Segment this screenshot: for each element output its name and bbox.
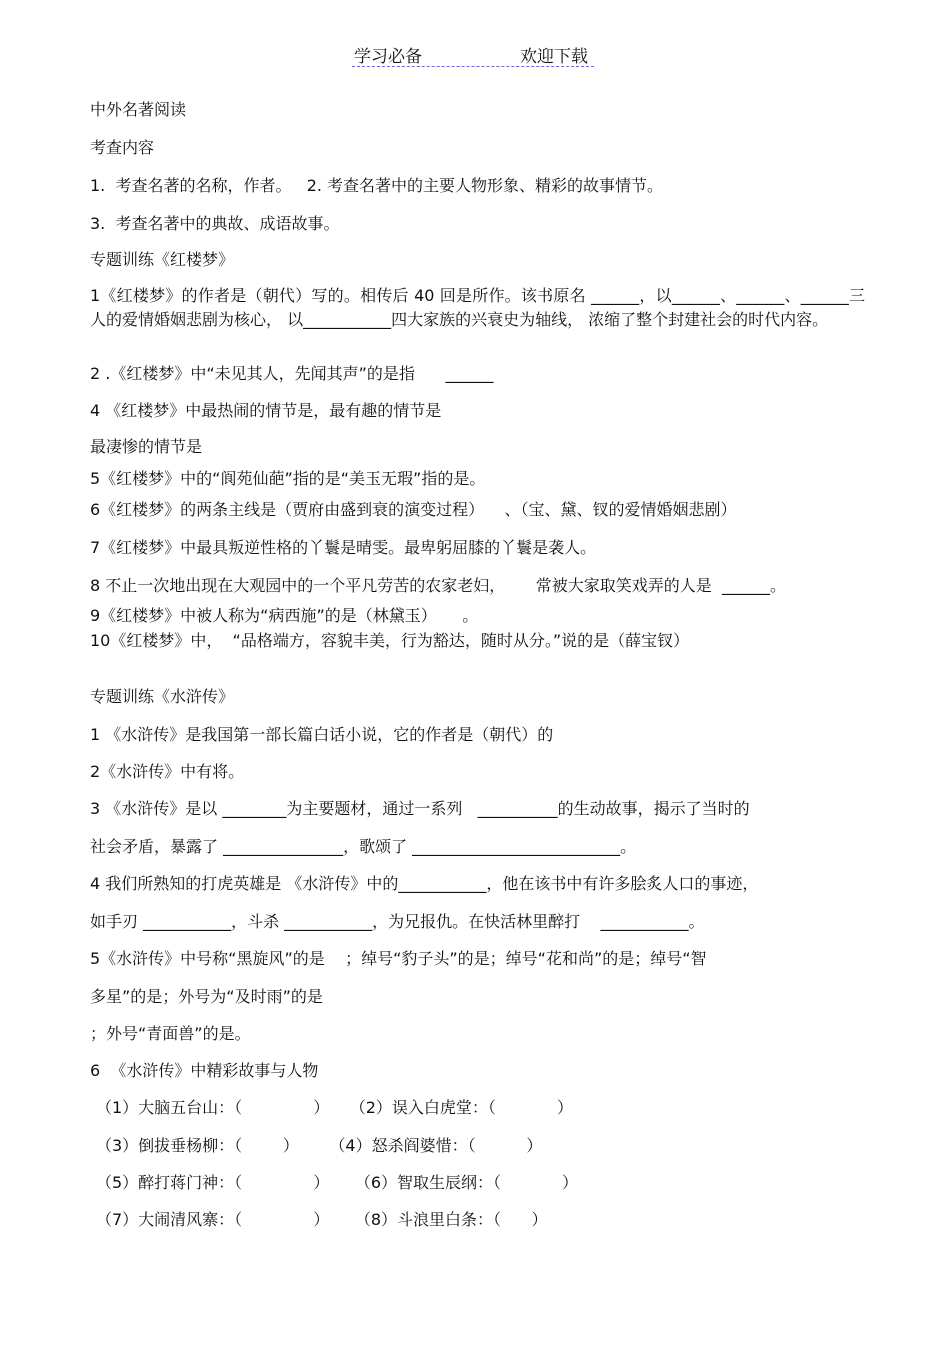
shz-story-row-2: （3）倒拔垂杨柳：（ ） （4）怒杀阎婆惜：（ ） bbox=[96, 1136, 543, 1155]
hlm-question-7: 7《红楼梦》中最具叛逆性格的丫鬟是晴雯。最卑躬屈膝的丫鬟是袭人。 bbox=[90, 538, 597, 557]
shz-question-3-cont: 社会矛盾，暴露了 _______________，歌颂了 __________________________。 bbox=[90, 837, 637, 856]
shz-question-2: 2《水浒传》中有将。 bbox=[90, 762, 245, 781]
section-heading-hongloumeng: 专题训练《红楼梦》 bbox=[90, 250, 235, 269]
page-header bbox=[352, 40, 594, 67]
hlm-question-5: 5《红楼梦》中的“阆苑仙葩”指的是“美玉无瑕”指的是。 bbox=[90, 469, 486, 488]
hlm-question-10: 10《红楼梦》中， “品格端方，容貌丰美，行为豁达，随时从分。”说的是（薛宝钗） bbox=[90, 631, 690, 650]
shz-question-4-cont: 如手刃 ___________，斗杀 ___________，为兄报仇。在快活林里醉打 ___________。 bbox=[90, 912, 705, 931]
exam-content-line-1: 1. 考查名著的名称，作者。 2. 考查名著中的主要人物形象、精彩的故事情节。 bbox=[90, 176, 664, 195]
shz-question-4: 4 我们所熟知的打虎英雄是 《水浒传》中的___________，他在该书中有许多脍炙人口的事迹， bbox=[90, 874, 759, 893]
hlm-question-1: 1《红楼梦》的作者是（朝代）写的。相传后 40 回是所作。该书原名 ______，以______、______、______三人的爱情婚姻悲剧为核心， 以___________四大家族的兴衰史为轴线， 浓缩了整个封建社会的时代内容。 bbox=[90, 286, 865, 329]
hlm-question-6: 6《红楼梦》的两条主线是（贾府由盛到衰的演变过程） 、（宝、黛、钗的爱情婚姻悲剧） bbox=[90, 500, 737, 519]
section-heading-exam-content: 考查内容 bbox=[90, 138, 155, 157]
shz-story-row-1: （1）大脑五台山：（ ） （2）误入白虎堂：（ ） bbox=[96, 1098, 573, 1117]
shz-question-3: 3 《水浒传》是以 ________为主要题材，通过一系列 __________的生动故事，揭示了当时的 bbox=[90, 799, 750, 818]
section-heading-shuihuzhuan: 专题训练《水浒传》 bbox=[90, 687, 235, 706]
shz-story-row-4: （7）大闹清风寨：（ ） （8）斗浪里白条：（ ） bbox=[96, 1210, 548, 1229]
shz-question-1: 1 《水浒传》是我国第一部长篇白话小说，它的作者是（朝代）的 bbox=[90, 725, 554, 744]
hlm-question-8: 8 不止一次地出现在大观园中的一个平凡劳苦的农家老妇， 常被大家取笑戏弄的人是 ______。 bbox=[90, 576, 786, 595]
shz-question-6: 6 《水浒传》中精彩故事与人物 bbox=[90, 1061, 319, 1080]
hlm-question-2: 2 .《红楼梦》中“未见其人，先闻其声”的是指 ______ bbox=[90, 364, 494, 383]
hlm-question-4-cont: 最凄惨的情节是 bbox=[90, 437, 203, 456]
shz-story-row-3: （5）醉打蒋门神：（ ） （6）智取生辰纲：（ ） bbox=[96, 1173, 579, 1192]
header-left-text: 学习必备 bbox=[354, 47, 422, 67]
document-title: 中外名著阅读 bbox=[90, 100, 187, 119]
header-right-text: 欢迎下载 bbox=[520, 47, 588, 67]
shz-question-5-cont2: ；外号“青面兽”的是。 bbox=[90, 1024, 251, 1043]
hlm-question-9: 9《红楼梦》中被人称为“病西施”的是（林黛玉） 。 bbox=[90, 606, 479, 625]
shz-question-5-cont: 多星”的是；外号为“及时雨”的是 bbox=[90, 987, 323, 1006]
hlm-question-4: 4 《红楼梦》中最热闹的情节是，最有趣的情节是 bbox=[90, 401, 442, 420]
shz-question-5: 5《水浒传》中号称“黑旋风”的是 ；绰号“豹子头”的是；绰号“花和尚”的是；绰号“智 bbox=[90, 949, 707, 968]
exam-content-line-2: 3. 考查名著中的典故、成语故事。 bbox=[90, 214, 340, 233]
